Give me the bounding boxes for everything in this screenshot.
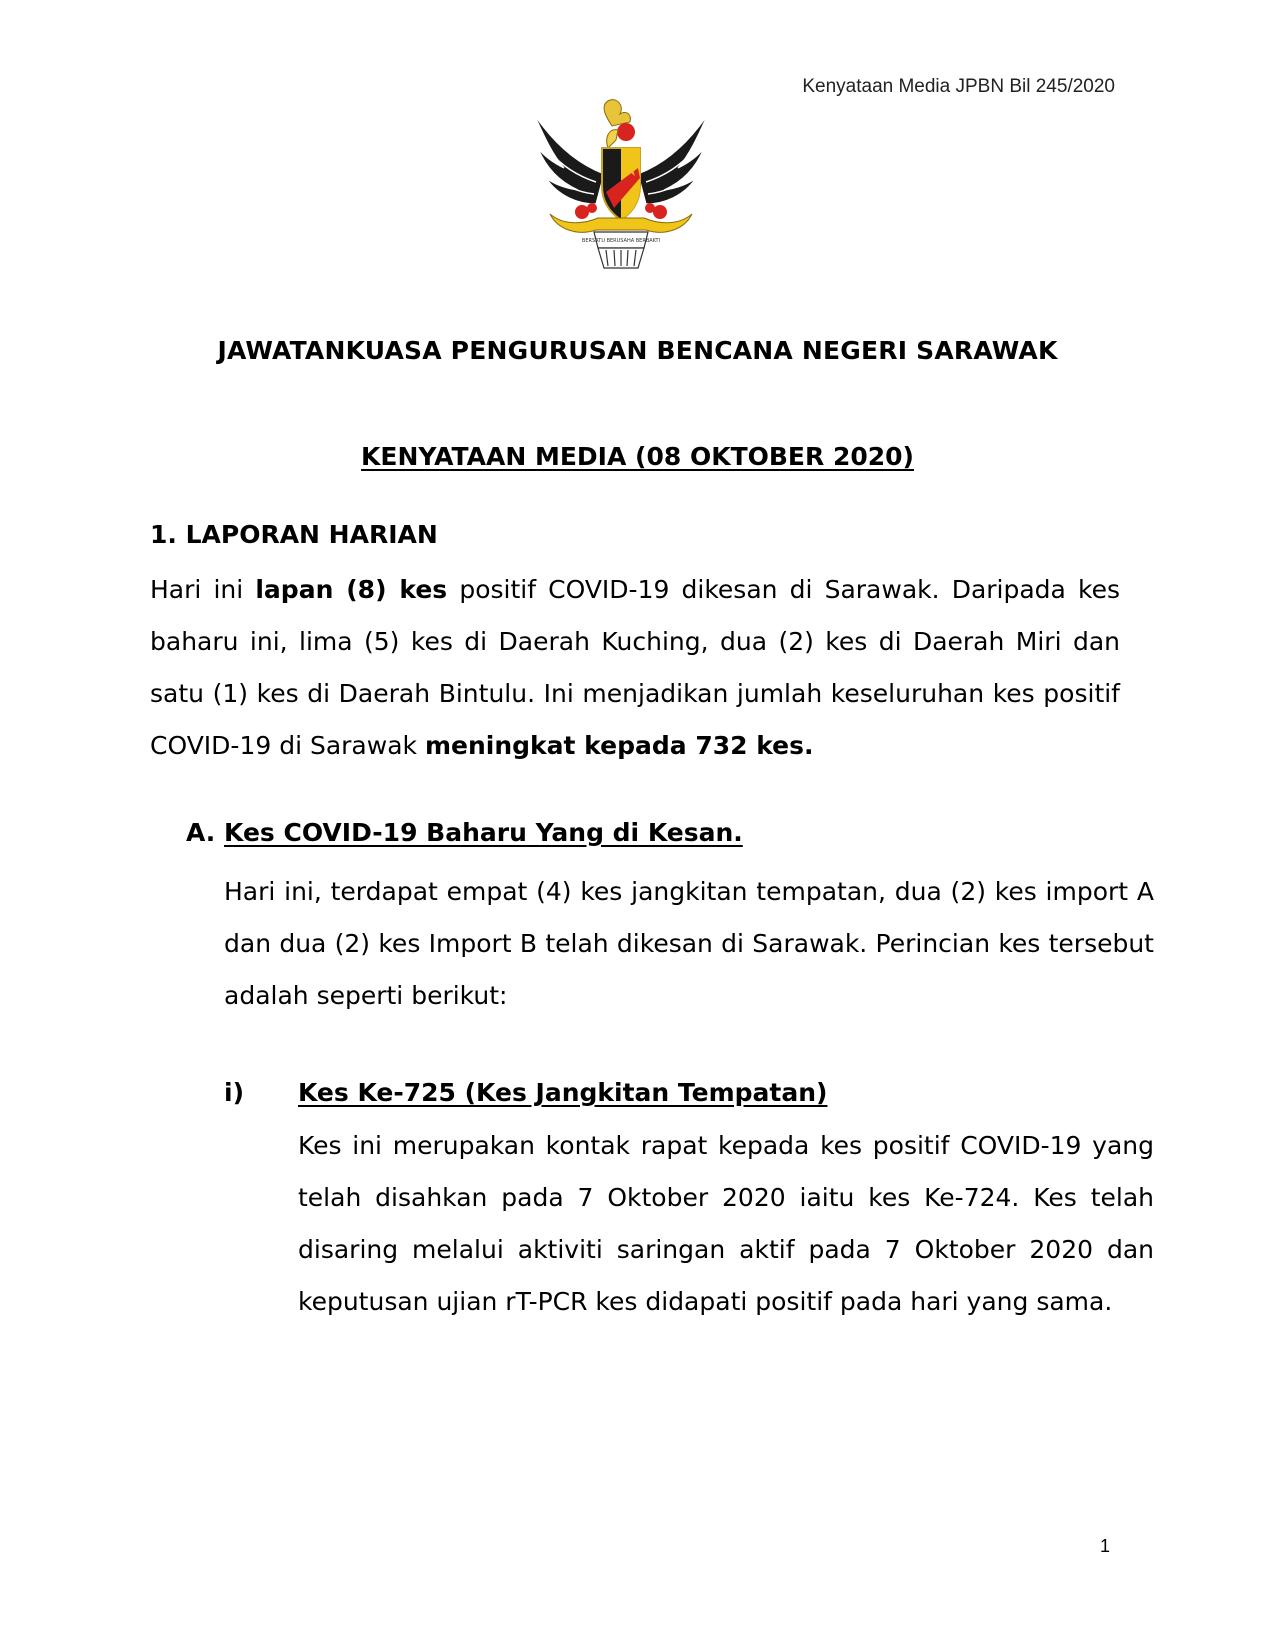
daily-report-paragraph: Hari ini lapan (8) kes positif COVID-19 dikesan di Sarawak. Daripada kes baharu ini, lima (5) kes di Daerah Kuching, dua (2) kes di Daerah Miri dan satu (1) kes di Daerah Bintulu. Ini menjadikan jumlah keseluruhan kes positif COVID-19 di Sarawak meningkat kepada 732 kes. <box>150 575 1120 760</box>
statement-title: KENYATAAN MEDIA (08 OKTOBER 2020) <box>361 442 914 471</box>
page-number: 1 <box>1100 1536 1111 1556</box>
subsection-a-paragraph: Hari ini, terdapat empat (4) kes jangkitan tempatan, dua (2) kes import A dan dua (2) kes Import B telah dikesan di Sarawak. Perincian kes tersebut adalah seperti berikut: <box>224 877 1154 1010</box>
subsection-a-heading <box>186 818 743 847</box>
subsection-a-title: Kes COVID-19 Baharu Yang di Kesan. <box>224 818 743 847</box>
right-flower <box>653 205 667 219</box>
case-list-number: i) <box>224 1078 244 1107</box>
left-flower <box>575 205 589 219</box>
subsection-a-label: A. <box>186 818 216 847</box>
hornbill-beak <box>607 130 618 148</box>
right-wing <box>638 114 708 204</box>
crest-motto: BERSATU BERUSAHA BERBAKTI <box>581 238 661 244</box>
left-wing <box>534 114 604 204</box>
case-725-heading: Kes Ke-725 (Kes Jangkitan Tempatan) <box>298 1078 828 1107</box>
section-heading-daily-report: 1. LAPORAN HARIAN <box>150 520 438 549</box>
case-725-paragraph: Kes ini merupakan kontak rapat kepada kes positif COVID-19 yang telah disahkan pada 7 Oktober 2020 iaitu kes Ke-724. Kes telah disaring melalui aktiviti saringan aktif pada 7 Oktober 2020 dan keputusan ujian rT-PCR kes didapati positif pada hari yang sama. <box>298 1131 1154 1316</box>
sarawak-crest-logo <box>534 96 708 272</box>
document-reference: Kenyataan Media JPBN Bil 245/2020 <box>802 76 1115 97</box>
organization-title: JAWATANKUASA PENGURUSAN BENCANA NEGERI SARAWAK <box>217 336 1058 365</box>
hornbill-head <box>617 123 635 141</box>
hornbill-casque <box>604 100 630 126</box>
